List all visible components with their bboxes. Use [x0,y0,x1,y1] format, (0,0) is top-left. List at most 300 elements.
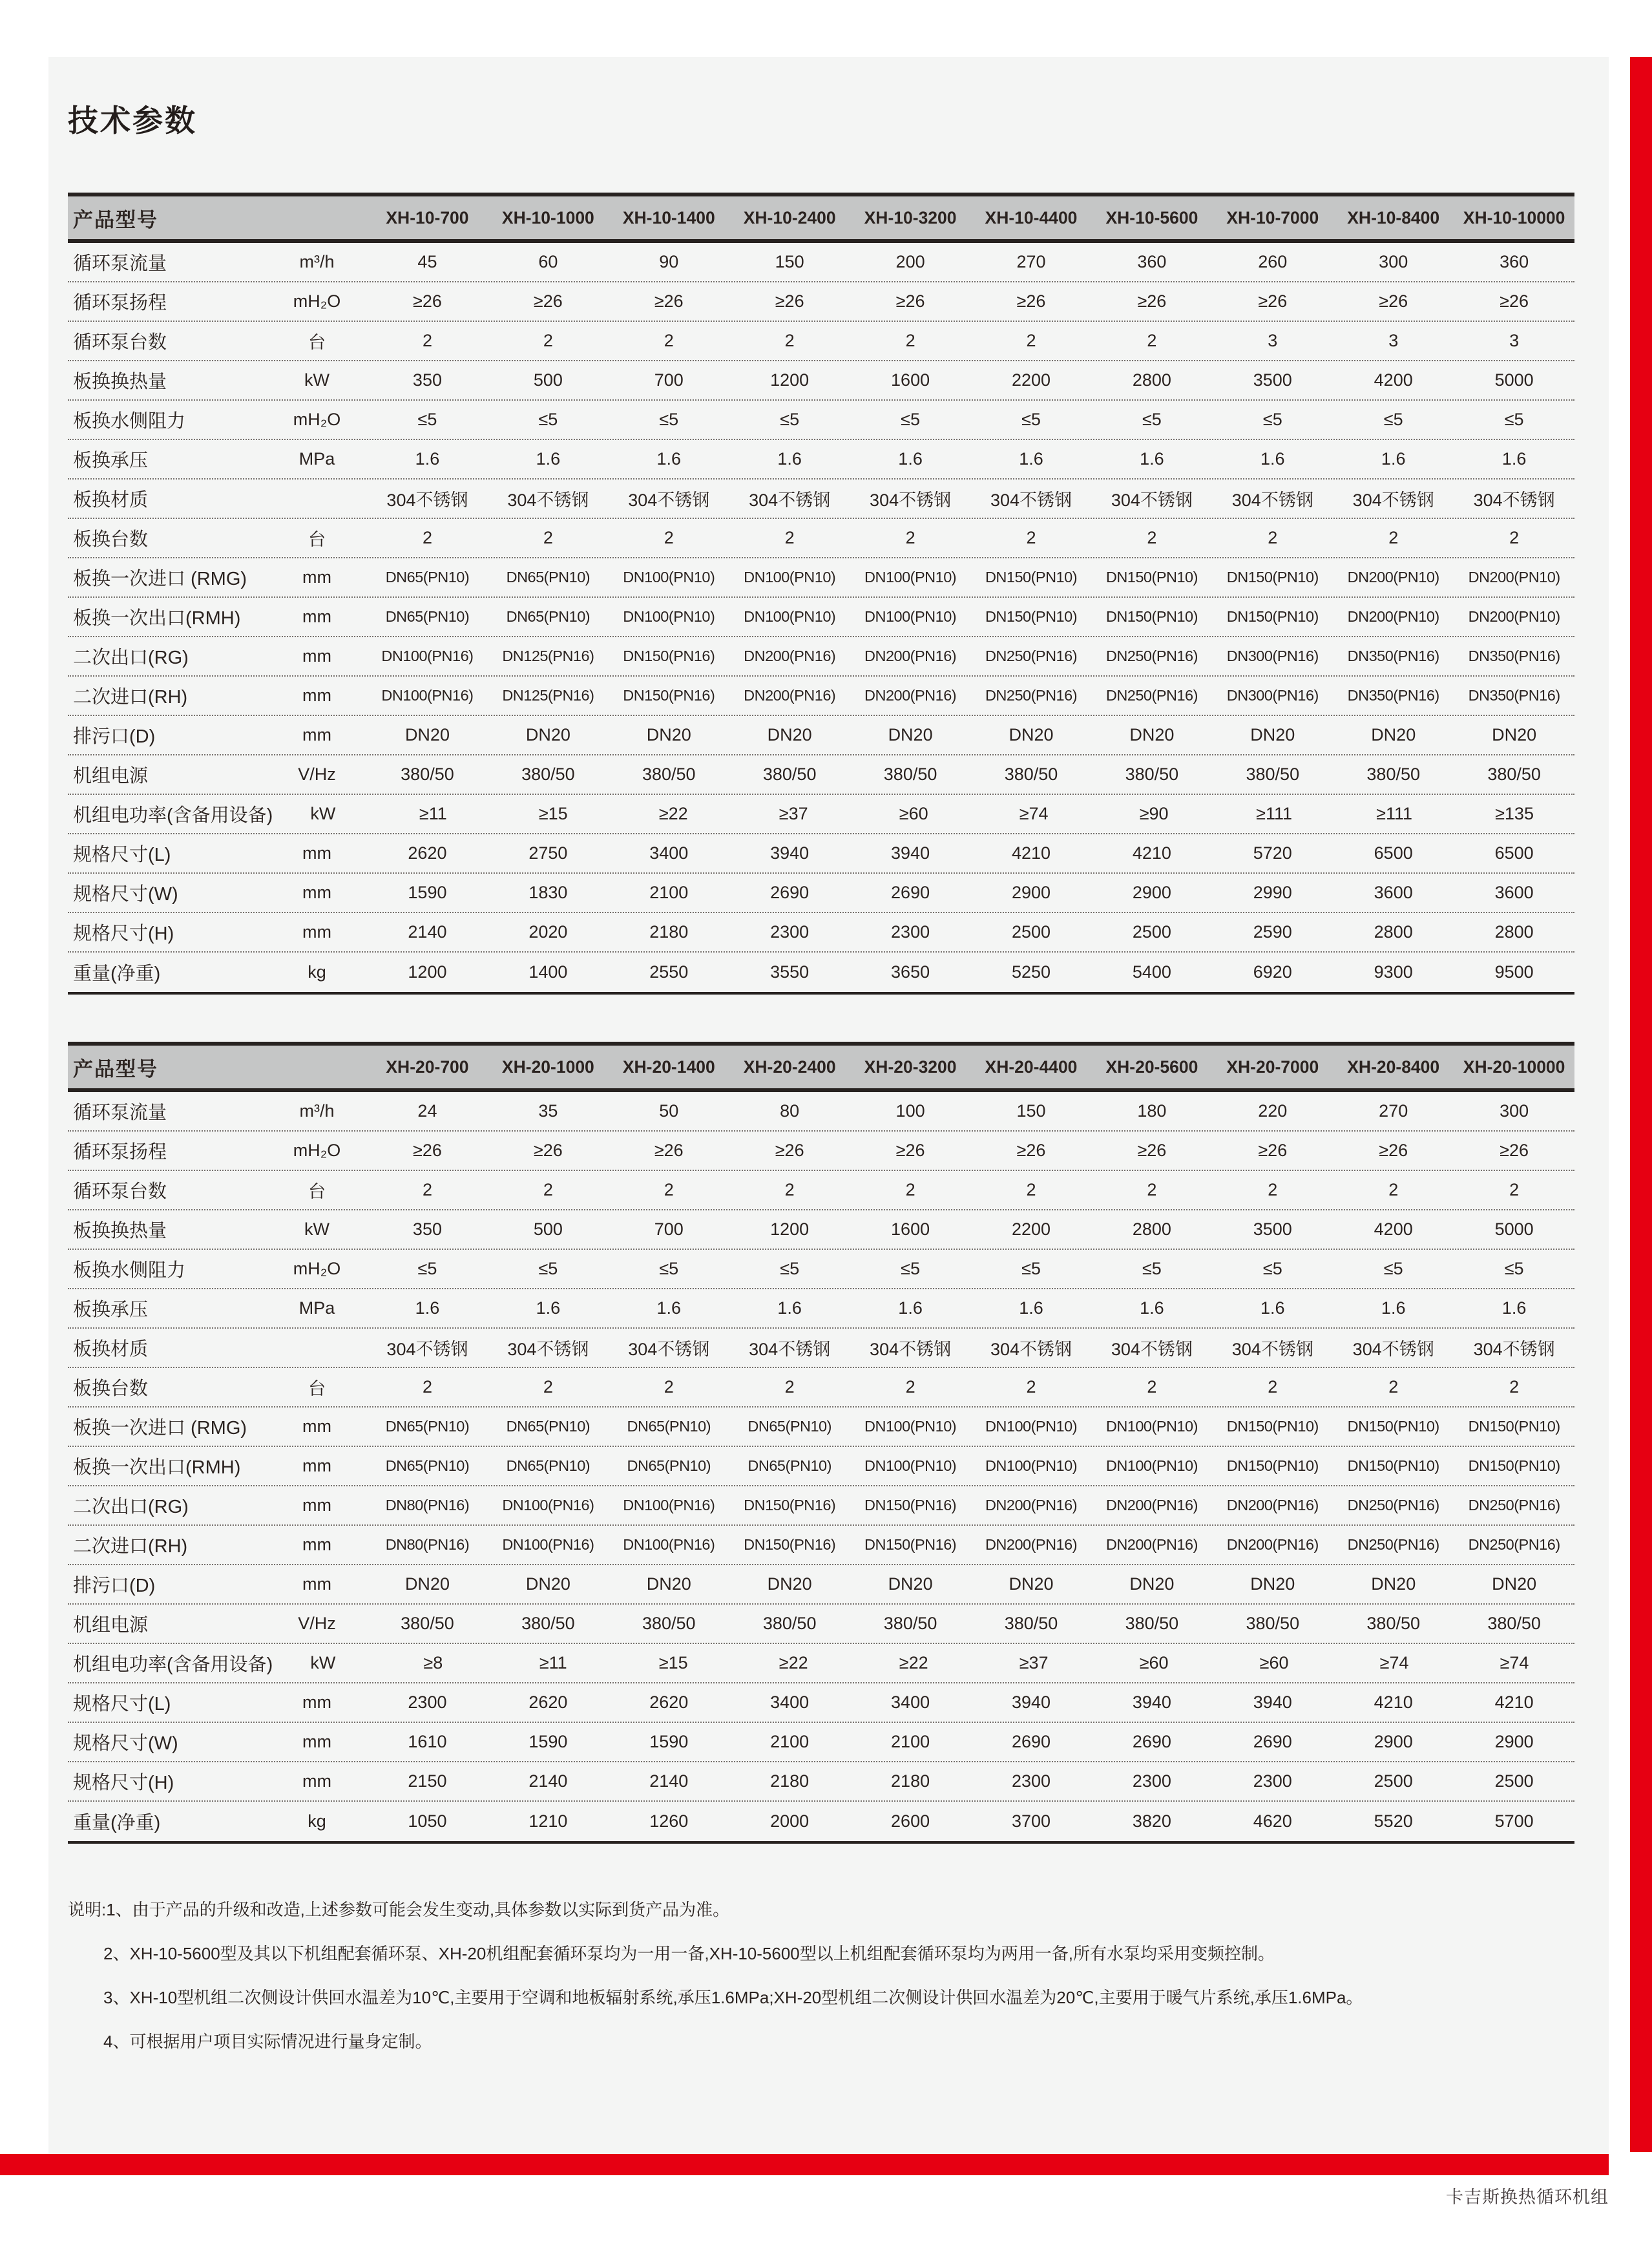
cell-value: 304不锈钢 [1231,490,1313,510]
cell-value: ≤5 [1504,410,1524,429]
cell-value: DN80(PN16) [385,1497,470,1513]
model-column-header: XH-20-1400 [622,1057,715,1077]
cell-value: 700 [654,1219,684,1239]
row-unit: kg [308,1811,326,1831]
cell-value: 2600 [891,1811,930,1831]
cell-value: 2 [543,528,553,547]
cell-value: DN150(PN10) [1468,1418,1560,1435]
note-line-3: 3、XH-10型机组二次侧设计供回水温差为10℃,主要用于空调和地板辐射系统,承压1.6MPa;XH-20型机组二次侧设计供回水温差为20℃,主要用于暖气片系统,承压1.6MPa。 [103,1988,1363,2007]
cell-value: DN100(PN10) [744,608,836,625]
cell-value: 24 [417,1101,437,1121]
cell-value: 2140 [528,1771,568,1791]
row-unit: mm [302,567,331,587]
cell-value: ≥8 [423,1653,443,1672]
cell-value: DN200(PN10) [1468,608,1560,625]
cell-value: 2 [1026,1377,1036,1397]
cell-value: ≥26 [1258,1141,1288,1160]
cell-value: DN20 [1250,725,1295,744]
cell-value: DN65(PN10) [385,1418,470,1435]
cell-value: 2 [1509,1180,1520,1199]
cell-value: ≥26 [1016,1141,1046,1160]
row-unit: 台 [308,1379,326,1398]
cell-value: ≤5 [1262,410,1282,429]
cell-value: 1.6 [1501,1298,1527,1318]
cell-value: 3940 [1253,1692,1292,1712]
table-row [68,1447,1574,1486]
model-column-header: XH-20-1000 [501,1057,594,1077]
model-column-header: XH-10-7000 [1226,207,1319,227]
table-row [68,1723,1574,1762]
row-label: 板换材质 [73,1339,149,1360]
cell-value: 2200 [1011,370,1051,390]
cell-value: ≥26 [654,1141,684,1160]
cell-value: 1.6 [656,1298,682,1318]
table-row [68,795,1574,834]
note-line-2: 2、XH-10-5600型及其以下机组配套循环泵、XH-20机组配套循环泵均为一用一备,XH-10-5600型以上机组配套循环泵均为两用一备,所有水泵均采用变频控制。 [103,1944,1275,1963]
cell-value: 1.6 [1260,449,1285,469]
table-row [68,913,1574,953]
cell-value: 2 [1147,1377,1157,1397]
row-unit: V/Hz [298,764,336,784]
table-row [68,1368,1574,1408]
cell-value: 2 [664,528,674,547]
cell-value: 380/50 [1125,764,1179,784]
row-label: 板换台数 [73,529,149,550]
cell-value: DN200(PN10) [1347,608,1439,625]
cell-value: ≤5 [417,1259,437,1278]
cell-value: 2620 [649,1692,689,1712]
cell-value: 5400 [1132,962,1171,982]
cell-value: DN350(PN16) [1468,687,1560,704]
cell-value: 1.6 [1140,1298,1164,1318]
cell-value: 3500 [1253,1219,1292,1239]
row-label: 规格尺寸(L) [73,845,171,865]
cell-value: DN65(PN10) [506,569,591,585]
spec-table-xh20 [68,1042,1574,1844]
cell-value: ≥135 [1495,804,1534,823]
cell-value: DN65(PN10) [748,1457,831,1474]
table-row [68,953,1574,992]
cell-value: 2 [1026,1180,1036,1199]
cell-value: 1050 [408,1811,447,1831]
cell-value: 6920 [1253,962,1292,982]
cell-value: ≤5 [538,410,558,429]
cell-value: ≤5 [901,410,920,429]
cell-value: ≥60 [1259,1653,1289,1672]
cell-value: 2200 [1011,1219,1051,1239]
cell-value: ≥26 [1500,291,1529,311]
cell-value: DN20 [646,725,691,744]
cell-value: DN100(PN10) [985,1457,1078,1474]
cell-value: ≥26 [533,291,563,311]
cell-value: ≥111 [1376,804,1412,823]
model-column-header: XH-10-700 [386,207,469,227]
cell-value: 2500 [1494,1771,1534,1791]
model-column-header: XH-20-2400 [743,1057,836,1077]
cell-value: 304不锈钢 [507,490,589,510]
row-unit: mH₂O [293,410,341,429]
table-row [68,1802,1574,1841]
row-unit: mH₂O [293,1259,341,1278]
cell-value: ≤5 [901,1259,920,1278]
cell-value: 2 [784,331,795,350]
row-unit: V/Hz [298,1614,336,1633]
cell-value: 1.6 [536,1298,561,1318]
row-label: 板换一次进口 (RMG) [73,1418,247,1439]
cell-value: ≥26 [1258,291,1288,311]
cell-value: DN100(PN10) [744,569,836,585]
cell-value: DN100(PN16) [623,1497,715,1513]
cell-value: 150 [1016,1101,1046,1121]
cell-value: 2 [1147,1180,1157,1199]
cell-value: DN200(PN16) [864,687,957,704]
row-unit: kW [310,804,336,823]
cell-value: 2 [905,1377,915,1397]
cell-value: 380/50 [1246,1614,1300,1633]
cell-value: 90 [659,252,679,271]
table-row [68,677,1574,716]
model-column-header: XH-10-4400 [985,207,1078,227]
cell-value: DN100(PN10) [1105,1457,1198,1474]
cell-value: ≥26 [413,291,442,311]
table-row [68,1526,1574,1565]
cell-value: 2180 [891,1771,930,1791]
cell-value: DN20 [646,1574,691,1594]
cell-value: 2 [543,1180,553,1199]
cell-value: DN100(PN16) [381,687,474,704]
row-label: 规格尺寸(H) [73,1773,174,1793]
cell-value: 380/50 [401,764,454,784]
row-label: 板换一次进口 (RMG) [73,569,247,589]
cell-value: 2 [905,528,915,547]
row-unit: kW [310,1653,336,1672]
cell-value: 304不锈钢 [870,490,952,510]
cell-value: ≥26 [1137,1141,1167,1160]
row-label: 循环泵扬程 [73,293,167,313]
cell-value: 304不锈钢 [1111,1340,1193,1359]
table-row [68,440,1574,480]
cell-value: 2 [1388,528,1399,547]
cell-value: 304不锈钢 [386,490,468,510]
cell-value: 2800 [1494,922,1534,942]
cell-value: 360 [1137,252,1167,271]
table-header-label: 产品型号 [73,208,158,231]
cell-value: 304不锈钢 [386,1340,468,1359]
cell-value: DN200(PN16) [744,648,836,664]
cell-value: 4620 [1253,1811,1292,1831]
row-unit: mm [302,1495,331,1515]
cell-value: ≤5 [780,410,800,429]
cell-value: 5720 [1253,843,1292,863]
cell-value: DN150(PN10) [1105,569,1198,585]
model-column-header: XH-10-8400 [1347,207,1440,227]
row-unit: mm [302,1574,331,1594]
cell-value: 2690 [1011,1732,1051,1751]
table-row [68,1329,1574,1368]
row-label: 板换承压 [73,450,149,471]
table-row [68,1250,1574,1289]
cell-value: ≥74 [1500,1653,1529,1672]
row-unit: kg [308,962,326,982]
cell-value: 1590 [528,1732,568,1751]
cell-value: 2 [422,1180,432,1199]
note-line-4: 4、可根据用户项目实际情况进行量身定制。 [103,2032,432,2051]
cell-value: 380/50 [1366,1614,1420,1633]
cell-value: 2100 [891,1732,930,1751]
row-unit: mm [302,725,331,744]
cell-value: 700 [654,370,684,390]
page-title: 技术参数 [68,103,197,138]
cell-value: 2620 [408,843,447,863]
cell-value: DN20 [404,725,450,744]
model-column-header: XH-10-2400 [743,207,836,227]
cell-value: ≤5 [659,410,679,429]
cell-value: DN100(PN10) [864,608,957,625]
notes-block [68,1897,1580,2072]
row-unit: mm [302,1692,331,1712]
cell-value: 1.6 [777,449,802,469]
cell-value: 2300 [1253,1771,1292,1791]
cell-value: 380/50 [883,764,937,784]
row-unit: mm [302,1771,331,1791]
cell-value: DN20 [1009,725,1054,744]
cell-value: ≤5 [1383,1259,1403,1278]
cell-value: 304不锈钢 [1473,490,1555,510]
footer-product-name: 卡吉斯换热循环机组 [1446,2188,1609,2207]
cell-value: 2800 [1132,1219,1171,1239]
cell-value: ≤5 [1021,1259,1041,1278]
cell-value: 2500 [1374,1771,1413,1791]
cell-value: 2 [1388,1180,1399,1199]
cell-value: 380/50 [521,764,575,784]
row-unit: mH₂O [293,291,341,311]
cell-value: DN20 [1009,1574,1054,1594]
cell-value: 1.6 [415,1298,440,1318]
cell-value: 304不锈钢 [507,1340,589,1359]
cell-value: DN65(PN10) [627,1457,711,1474]
note-line-1: 说明:1、由于产品的升级和改造,上述参数可能会发生变动,具体参数以实际到货产品为准。 [68,1900,730,1919]
cell-value: 3940 [1132,1692,1171,1712]
row-unit: mm [302,646,331,666]
cell-value: DN100(PN16) [623,1536,715,1553]
model-column-header: XH-10-1000 [501,207,594,227]
cell-value: 2300 [1011,1771,1051,1791]
row-label: 板换换热量 [73,1221,167,1241]
cell-value: ≥26 [654,291,684,311]
cell-value: ≥22 [779,1653,808,1672]
row-unit: MPa [298,1298,335,1318]
bottom-accent-band [0,2154,1609,2175]
cell-value: 360 [1500,252,1529,271]
cell-value: 2 [1509,528,1520,547]
cell-value: 2 [1147,528,1157,547]
row-label: 规格尺寸(H) [73,923,174,944]
row-unit: mm [302,1417,331,1436]
table-row [68,1486,1574,1526]
cell-value: 100 [895,1101,925,1121]
cell-value: 1600 [891,370,930,390]
row-label: 循环泵台数 [73,1181,167,1202]
cell-value: ≥26 [1016,291,1046,311]
row-label: 板换换热量 [73,372,167,392]
cell-value: DN250(PN16) [1347,1497,1439,1513]
cell-value: DN150(PN10) [1226,569,1319,585]
cell-value: 2 [543,1377,553,1397]
cell-value: DN150(PN10) [1347,1457,1439,1474]
cell-value: 2690 [1132,1732,1171,1751]
cell-value: 380/50 [1366,764,1420,784]
cell-value: ≤5 [1383,410,1403,429]
table-row [68,834,1574,874]
cell-value: DN125(PN16) [502,648,594,664]
cell-value: ≥60 [1139,1653,1169,1672]
cell-value: DN200(PN16) [985,1536,1078,1553]
row-label: 机组电源 [73,1615,149,1636]
cell-value: DN65(PN10) [627,1418,711,1435]
cell-value: 2690 [770,883,810,902]
cell-value: 2590 [1253,922,1292,942]
cell-value: 2 [1147,331,1157,350]
cell-value: 2180 [770,1771,810,1791]
cell-value: ≥26 [895,291,925,311]
cell-value: 1200 [770,1219,810,1239]
cell-value: 380/50 [1487,764,1541,784]
cell-value: 304不锈钢 [749,490,831,510]
row-label: 二次进口(RH) [73,1536,188,1557]
cell-value: ≥111 [1256,804,1293,823]
model-column-header: XH-20-10000 [1463,1057,1565,1077]
cell-value: 2 [784,1180,795,1199]
cell-value: 2800 [1374,922,1413,942]
cell-value: ≥26 [775,291,804,311]
row-label: 排污口(D) [73,726,156,747]
cell-value: ≥15 [538,804,568,823]
cell-value: 4210 [1132,843,1171,863]
cell-value: ≥11 [539,1653,567,1672]
cell-value: 2020 [528,922,568,942]
cell-value: 2140 [408,922,447,942]
cell-value: DN100(PN10) [864,1457,957,1474]
cell-value: 270 [1016,252,1046,271]
cell-value: DN250(PN16) [985,687,1078,704]
cell-value: DN20 [888,725,933,744]
table-row [68,716,1574,755]
row-label: 规格尺寸(W) [73,1733,178,1754]
row-unit: mm [302,1535,331,1554]
row-label: 重量(净重) [73,964,161,984]
row-unit: MPa [298,449,335,469]
cell-value: ≤5 [1262,1259,1282,1278]
cell-value: DN250(PN16) [1468,1497,1560,1513]
cell-value: DN150(PN10) [985,569,1078,585]
row-label: 排污口(D) [73,1576,156,1596]
table-row [68,1605,1574,1644]
cell-value: DN200(PN16) [744,687,836,704]
cell-value: 2620 [528,1692,568,1712]
cell-value: DN20 [1250,1574,1295,1594]
table-row [68,1644,1574,1683]
cell-value: 3600 [1374,883,1413,902]
cell-value: 4210 [1494,1692,1534,1712]
row-unit: m³/h [299,1101,335,1121]
model-column-header: XH-10-5600 [1105,207,1198,227]
row-label: 规格尺寸(W) [73,884,178,905]
cell-value: 3700 [1011,1811,1051,1831]
cell-value: 270 [1379,1101,1408,1121]
cell-value: 1200 [770,370,810,390]
table-row [68,1171,1574,1210]
cell-value: 6500 [1374,843,1413,863]
cell-value: 2690 [1253,1732,1292,1751]
cell-value: 3940 [891,843,930,863]
table-row [68,243,1574,282]
table-row [68,282,1574,322]
cell-value: 380/50 [642,1614,696,1633]
row-label: 板换台数 [73,1378,149,1399]
cell-value: DN100(PN16) [502,1536,594,1553]
cell-value: DN20 [404,1574,450,1594]
cell-value: 1.6 [1140,449,1164,469]
cell-value: 80 [780,1101,800,1121]
cell-value: DN150(PN16) [744,1497,836,1513]
cell-value: 1590 [649,1732,689,1751]
cell-value: 5250 [1011,962,1051,982]
table-row [68,401,1574,440]
cell-value: 2750 [528,843,568,863]
cell-value: ≥60 [899,804,928,823]
cell-value: 304不锈钢 [1111,490,1193,510]
cell-value: 1200 [408,962,447,982]
row-label: 板换承压 [73,1300,149,1320]
cell-value: 2 [1268,528,1278,547]
row-label: 循环泵流量 [73,253,167,274]
row-unit: mm [302,922,331,942]
cell-value: DN250(PN16) [1105,648,1198,664]
table-header-row [68,1042,1574,1092]
cell-value: DN100(PN16) [502,1497,594,1513]
cell-value: DN250(PN16) [985,648,1078,664]
cell-value: 300 [1500,1101,1529,1121]
cell-value: 1400 [528,962,568,982]
cell-value: 5700 [1494,1811,1534,1831]
cell-value: 3400 [891,1692,930,1712]
table-row [68,1408,1574,1447]
cell-value: 3 [1509,331,1520,350]
cell-value: DN20 [1129,1574,1175,1594]
cell-value: 2140 [649,1771,689,1791]
cell-value: 1260 [649,1811,689,1831]
cell-value: ≥26 [1379,1141,1408,1160]
cell-value: DN65(PN10) [748,1418,831,1435]
cell-value: 380/50 [1004,1614,1058,1633]
model-column-header: XH-20-7000 [1226,1057,1319,1077]
right-accent-stripe [1630,57,1652,2152]
cell-value: 3500 [1253,370,1292,390]
cell-value: 304不锈钢 [870,1340,952,1359]
cell-value: 2550 [649,962,689,982]
cell-value: 1610 [408,1732,447,1751]
cell-value: ≥74 [1019,804,1049,823]
cell-value: DN65(PN10) [506,1457,591,1474]
cell-value: DN150(PN16) [623,648,715,664]
row-unit: kW [304,1219,329,1239]
row-label: 循环泵流量 [73,1102,167,1123]
cell-value: 3400 [649,843,689,863]
cell-value: 500 [533,1219,563,1239]
cell-value: DN100(PN10) [864,1418,957,1435]
cell-value: 1.6 [1019,449,1043,469]
cell-value: 1.6 [656,449,682,469]
